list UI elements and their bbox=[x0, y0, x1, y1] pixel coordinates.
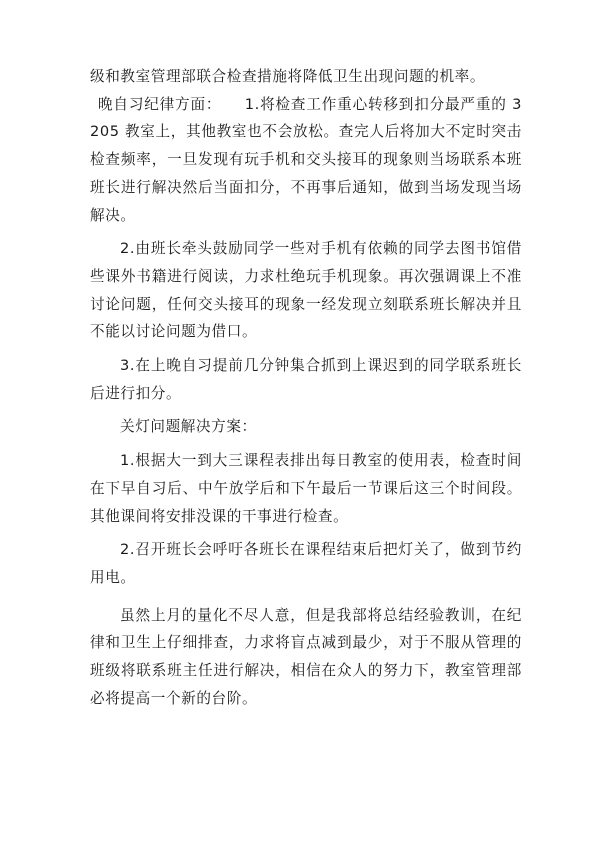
paragraph-hygiene-continuation: 级和教室管理部联合检查措施将降低卫生出现问题的机率。 bbox=[90, 68, 486, 85]
paragraph-evening-study-point-3: 3.在上晚自习提前几分钟集合抓到上课迟到的同学联系班长后进行扣分。 bbox=[90, 357, 522, 402]
paragraph-lights-point-2: 2.召开班长会呼吁各班长在课程结束后把灯关了，做到节约用电。 bbox=[90, 541, 522, 586]
paragraph-evening-study-point-1: 晚自习纪律方面： 1.将检查工作重心转移到扣分最严重的 3205 教室上，其他教室也不会放松。查完人后将加大不定时突击检查频率，一旦发现有玩手机和交头接耳的现象则当场联系本班班长进行解决然后当面扣分，不再事后通知，做到当场发现当场解决。 bbox=[90, 95, 522, 224]
paragraph-evening-study-point-2: 2.由班长牵头鼓励同学一些对手机有依赖的同学去图书馆借些课外书籍进行阅读，力求杜绝玩手机现象。再次强调课上不准讨论问题，任何交头接耳的现象一经发现立刻联系班长解决并且不能以讨论问题为借口。 bbox=[90, 240, 522, 341]
document-body bbox=[90, 63, 522, 712]
section-heading-lights: 关灯问题解决方案： bbox=[120, 418, 257, 436]
paragraph-lights-point-1: 1.根据大一到大三课程表排出每日教室的使用表，检查时间在下早自习后、中午放学后和下午最后一节课后这三个时间段。其他课间将安排没课的干事进行检查。 bbox=[90, 452, 522, 525]
paragraph-conclusion: 虽然上月的量化不尽人意，但是我部将总结经验教训，在纪律和卫生上仔细排查，力求将盲点减到最少，对于不服从管理的班级将联系班主任进行解决，相信在众人的努力下，教室管理部必将提高一个新的台阶。 bbox=[90, 606, 522, 707]
